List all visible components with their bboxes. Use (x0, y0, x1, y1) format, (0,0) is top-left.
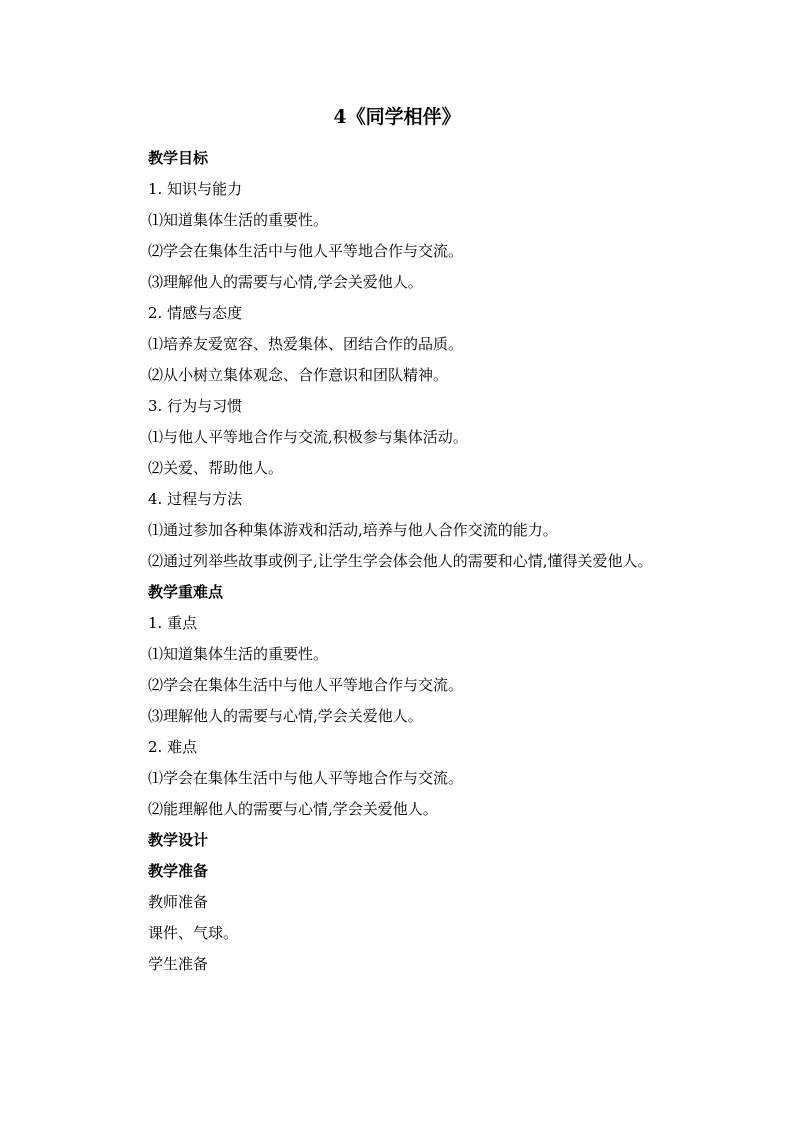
body-paragraph: ⑶理解他人的需要与心情,学会关爱他人。 (148, 273, 423, 291)
body-paragraph: ⑵关爱、帮助他人。 (148, 459, 284, 477)
body-paragraph: 课件、气球。 (148, 924, 239, 942)
body-paragraph: 3. 行为与习惯 (148, 397, 243, 415)
body-paragraph: ⑵能理解他人的需要与心情,学会关爱他人。 (148, 800, 438, 818)
body-paragraph: ⑴通过参加各种集体游戏和活动,培养与他人合作交流的能力。 (148, 521, 558, 539)
body-paragraph: ⑵通过列举些故事或例子,让学生学会体会他人的需要和心情,懂得关爱他人。 (148, 552, 653, 570)
section-heading: 教学目标 (148, 149, 209, 167)
section-heading: 教学设计 (148, 831, 209, 849)
body-paragraph: 4. 过程与方法 (148, 490, 243, 508)
section-heading: 教学准备 (148, 862, 209, 880)
body-paragraph: ⑵学会在集体生活中与他人平等地合作与交流。 (148, 676, 464, 694)
body-paragraph: 2. 情感与态度 (148, 304, 243, 322)
body-paragraph: 1. 知识与能力 (148, 180, 243, 198)
section-heading: 教学重难点 (148, 583, 224, 601)
body-paragraph: ⑴培养友爱宽容、热爱集体、团结合作的品质。 (148, 335, 464, 353)
body-paragraph: 2. 难点 (148, 738, 198, 756)
body-paragraph: ⑴与他人平等地合作与交流,积极参与集体活动。 (148, 428, 468, 446)
document-body (118, 143, 678, 980)
body-paragraph: 学生准备 (148, 955, 209, 973)
body-paragraph: ⑵从小树立集体观念、合作意识和团队精神。 (148, 366, 449, 384)
body-paragraph: 1. 重点 (148, 614, 198, 632)
body-paragraph: ⑴知道集体生活的重要性。 (148, 211, 329, 229)
document-title: 4《同学相伴》 (333, 106, 461, 128)
body-paragraph: ⑶理解他人的需要与心情,学会关爱他人。 (148, 707, 423, 725)
body-paragraph: ⑵学会在集体生活中与他人平等地合作与交流。 (148, 242, 464, 260)
body-paragraph: 教师准备 (148, 893, 209, 911)
body-paragraph: ⑴学会在集体生活中与他人平等地合作与交流。 (148, 769, 464, 787)
body-paragraph: ⑴知道集体生活的重要性。 (148, 645, 329, 663)
